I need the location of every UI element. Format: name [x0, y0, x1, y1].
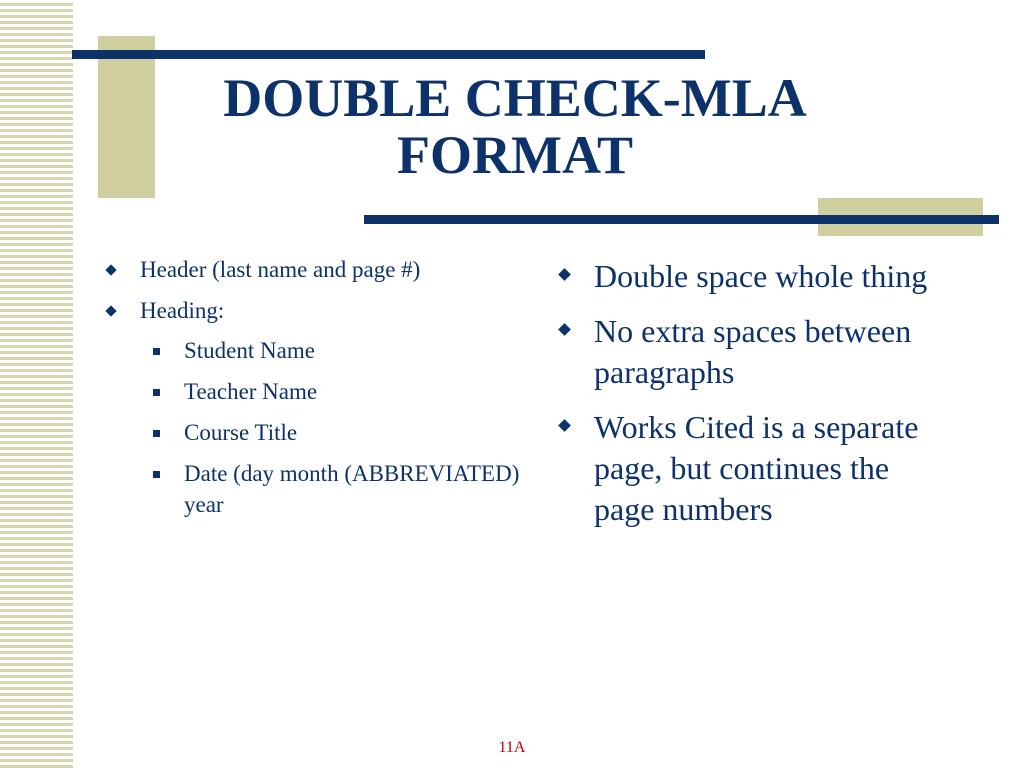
bullet-heading	[104, 297, 524, 520]
title-line-2: FORMAT	[397, 125, 633, 185]
decorative-block-left	[98, 36, 155, 198]
bullet-text: Heading:	[140, 298, 225, 323]
bullet-double-space	[557, 256, 957, 297]
decorative-stripes	[0, 0, 73, 768]
diamond-bullet-icon	[558, 323, 571, 336]
subbullet-date	[104, 458, 524, 520]
title-rule-top	[72, 50, 705, 59]
square-bullet-icon	[153, 471, 160, 478]
subbullet-student-name	[104, 335, 524, 366]
right-bullet-column	[557, 256, 957, 544]
bullet-text: Header (last name and page #)	[140, 257, 421, 282]
slide-title	[160, 70, 870, 184]
left-bullet-column	[104, 256, 524, 533]
bullet-text: Works Cited is a separate page, but continues the page numbers	[594, 409, 919, 527]
square-bullet-icon	[153, 348, 160, 355]
subbullet-text: Student Name	[184, 338, 315, 363]
bullet-text: Double space whole thing	[594, 258, 928, 294]
bullet-header	[104, 256, 524, 284]
square-bullet-icon	[153, 389, 160, 396]
bullet-no-extra-spaces	[557, 311, 957, 393]
diamond-bullet-icon	[558, 268, 571, 281]
bullet-works-cited	[557, 407, 957, 530]
diamond-bullet-icon	[558, 419, 571, 432]
subbullet-course-title	[104, 417, 524, 448]
subbullet-text: Teacher Name	[184, 379, 318, 404]
subbullet-text: Course Title	[184, 420, 298, 445]
title-line-1: DOUBLE CHECK-MLA	[223, 68, 807, 128]
bullet-text: No extra spaces between paragraphs	[594, 313, 912, 390]
subbullet-teacher-name	[104, 376, 524, 407]
square-bullet-icon	[153, 430, 160, 437]
diamond-bullet-icon	[105, 264, 116, 275]
diamond-bullet-icon	[105, 305, 116, 316]
heading-sublist	[140, 335, 524, 520]
title-rule-bottom	[364, 215, 999, 224]
slide-footer: 11A	[498, 739, 526, 756]
subbullet-text: Date (day month (ABBREVIATED) year	[184, 461, 520, 517]
